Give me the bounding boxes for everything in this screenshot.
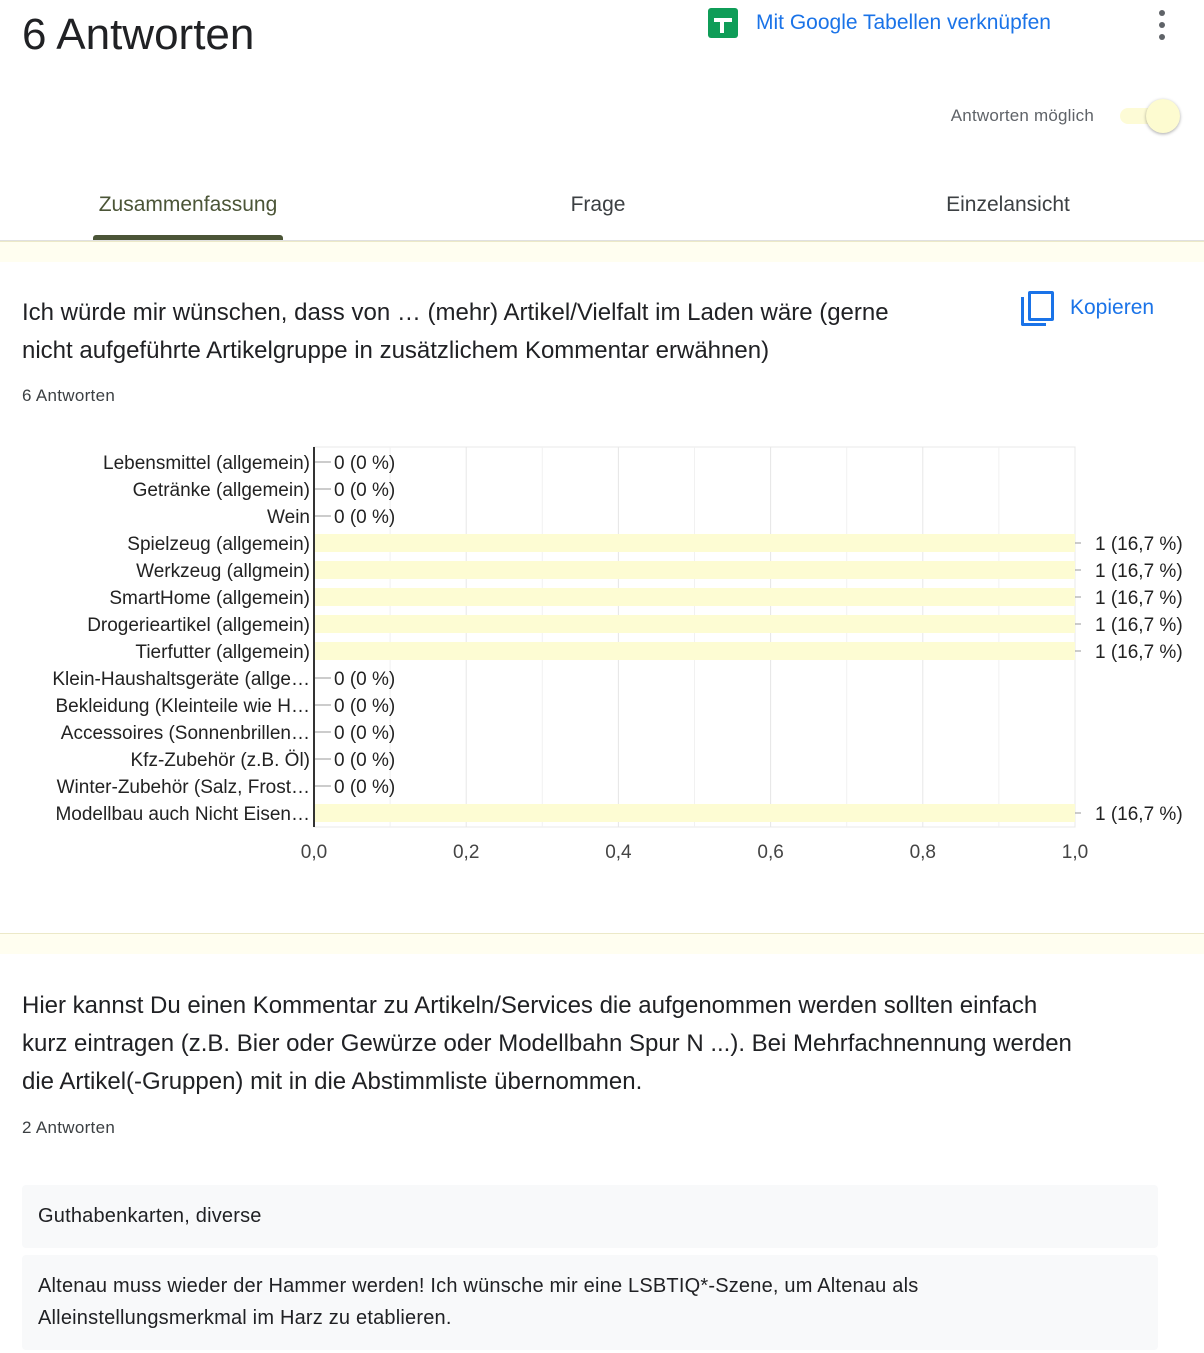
more-dot	[1159, 10, 1165, 16]
category-label: Kfz-Zubehör (z.B. Öl)	[130, 750, 310, 771]
header	[0, 0, 1204, 172]
data-label: 1 (16,7 %)	[1095, 642, 1183, 663]
data-label: 0 (0 %)	[334, 480, 396, 501]
question-title-line: kurz eintragen (z.B. Bier oder Gewürze oder Modellbahn Spur N ...). Bei Mehrfachnennung werden	[22, 1030, 1072, 1057]
category-label: Accessoires (Sonnenbrillen…	[60, 723, 310, 744]
category-label: Drogerieartikel (allgemein)	[87, 615, 310, 636]
x-tick-label: 1,0	[1061, 842, 1089, 863]
x-tick-label: 0,6	[757, 842, 784, 863]
active-tab-indicator	[93, 235, 283, 240]
more-options-icon[interactable]	[1150, 10, 1174, 40]
category-label: Getränke (allgemein)	[132, 480, 310, 501]
response-count: 2 Antworten	[22, 1118, 116, 1137]
bar	[314, 615, 1075, 633]
data-label: 1 (16,7 %)	[1095, 534, 1183, 555]
question-title	[22, 987, 1182, 1101]
category-label: Werkzeug (allgmein)	[136, 561, 310, 582]
bar	[314, 534, 1075, 552]
bar	[314, 588, 1075, 606]
section-divider	[0, 241, 1204, 263]
data-label: 1 (16,7 %)	[1095, 804, 1183, 825]
data-label: 0 (0 %)	[334, 669, 396, 690]
text-answer	[22, 1255, 1158, 1350]
tab-summary[interactable]: Zusammenfassung	[98, 193, 278, 216]
accepting-responses-toggle[interactable]	[1120, 98, 1176, 134]
bar	[314, 561, 1075, 579]
category-label: Winter-Zubehör (Salz, Frost…	[56, 777, 310, 798]
copy-label: Kopieren	[1070, 296, 1155, 319]
accepting-responses	[951, 98, 1176, 134]
page-title: 6 Antworten	[22, 10, 255, 59]
x-tick-label: 0,4	[605, 842, 632, 863]
sheets-icon	[708, 8, 738, 38]
category-label: Spielzeug (allgemein)	[127, 534, 310, 555]
accepting-responses-label: Antworten möglich	[950, 106, 1094, 125]
tab-bar	[0, 172, 1204, 241]
section-divider	[0, 933, 1204, 955]
data-label: 0 (0 %)	[334, 696, 396, 717]
copy-chart-button[interactable]	[1020, 290, 1154, 326]
question-title-line: Ich würde mir wünschen, dass von … (mehr) Artikel/Vielfalt im Laden wäre (gerne	[22, 299, 889, 326]
category-label: Bekleidung (Kleinteile wie H…	[55, 696, 310, 717]
x-tick-label: 0,8	[909, 842, 937, 863]
more-dot	[1159, 34, 1165, 40]
x-tick-label: 0,0	[300, 842, 328, 863]
more-dot	[1159, 22, 1165, 28]
question-title	[22, 294, 982, 370]
tab-individual[interactable]: Einzelansicht	[946, 193, 1070, 216]
question-title-line: Hier kannst Du einen Kommentar zu Artikeln/Services die aufgenommen werden sollten einfach	[22, 992, 1038, 1019]
copy-icon	[1020, 290, 1054, 326]
response-count: 6 Antworten	[22, 386, 116, 405]
data-label: 1 (16,7 %)	[1095, 561, 1183, 582]
x-tick-label: 0,2	[452, 842, 480, 863]
text-answer	[22, 1185, 1158, 1248]
category-label: Wein	[267, 507, 310, 528]
answer-text: Guthabenkarten, diverse	[38, 1205, 262, 1227]
link-to-sheets-button[interactable]	[708, 8, 1051, 38]
bar-chart	[0, 430, 1204, 870]
answer-text: Alleinstellungsmerkmal im Harz zu etablieren.	[38, 1307, 452, 1329]
data-label: 0 (0 %)	[334, 750, 396, 771]
answer-text: Altenau muss wieder der Hammer werden! Ich wünsche mir eine LSBTIQ*-Szene, um Altenau als	[38, 1275, 919, 1297]
data-label: 0 (0 %)	[334, 453, 396, 474]
question-title-line: nicht aufgeführte Artikelgruppe in zusätzlichem Kommentar erwähnen)	[22, 337, 770, 364]
data-label: 0 (0 %)	[334, 723, 396, 744]
category-label: Modellbau auch Nicht Eisen…	[55, 804, 310, 825]
data-label: 1 (16,7 %)	[1095, 588, 1183, 609]
category-label: Tierfutter (allgemein)	[135, 642, 310, 663]
category-label: SmartHome (allgemein)	[109, 588, 310, 609]
category-label: Lebensmittel (allgemein)	[103, 453, 310, 474]
data-label: 0 (0 %)	[334, 777, 396, 798]
data-label: 1 (16,7 %)	[1095, 615, 1183, 636]
link-to-sheets-label: Mit Google Tabellen verknüpfen	[756, 11, 1051, 34]
question-title-line: die Artikel(-Gruppen) mit in die Abstimmliste übernommen.	[22, 1068, 643, 1095]
toggle-knob	[1146, 99, 1180, 133]
copy-icon-front	[1028, 291, 1054, 321]
tab-question[interactable]: Frage	[570, 193, 626, 216]
category-label: Klein-Haushaltsgeräte (allge…	[52, 669, 310, 690]
data-label: 0 (0 %)	[334, 507, 396, 528]
bar	[314, 642, 1075, 660]
bar	[314, 804, 1075, 822]
